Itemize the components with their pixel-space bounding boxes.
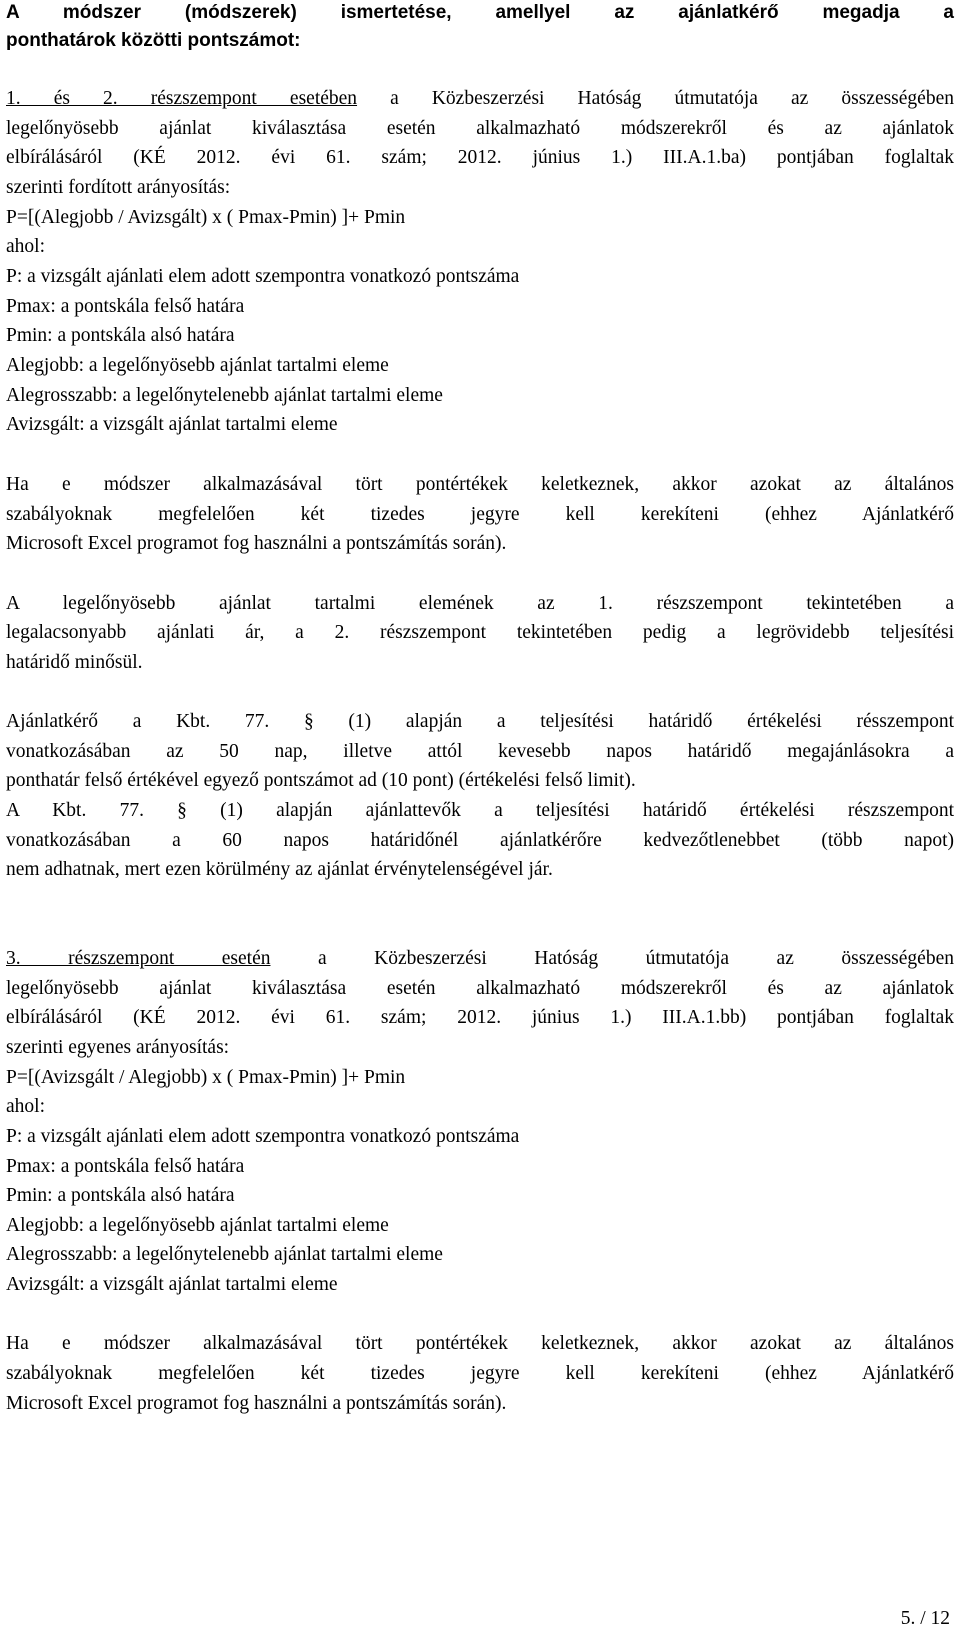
section3-intro-rest: a Közbeszerzési Hatóság útmutatója az összességében xyxy=(270,948,954,969)
section1-def-alegrosszabb: Alegrosszabb: a legelőnytelenebb ajánlat tartalmi eleme xyxy=(6,385,443,406)
page-number: 5. / 12 xyxy=(900,1608,950,1629)
section3-rounding-line-1: Ha e módszer alkalmazásával tört pontértékek keletkeznek, akkor azokat az általános xyxy=(6,1333,954,1354)
section3-rounding-line-3: Microsoft Excel programot fog használni a pontszámítás során). xyxy=(6,1393,507,1414)
section3-def-alegrosszabb: Alegrosszabb: a legelőnytelenebb ajánlat tartalmi eleme xyxy=(6,1244,443,1265)
section3-where: ahol: xyxy=(6,1096,45,1117)
section3-def-pmax: Pmax: a pontskála felső határa xyxy=(6,1156,245,1177)
best-line-3: határidő minősül. xyxy=(6,652,143,673)
best-line-2: legalacsonyabb ajánlati ár, a 2. részszempont tekintetében pedig a legrövidebb teljesítési xyxy=(6,622,954,643)
section1-def-pmin: Pmin: a pontskála alsó határa xyxy=(6,325,235,346)
section1-def-p: P: a vizsgált ajánlati elem adott szempontra vonatkozó pontszáma xyxy=(6,266,520,287)
kbt-line-2: vonatkozásában az 50 nap, illetve attól kevesebb napos határidő megajánlásokra a xyxy=(6,741,954,762)
section1-def-pmax: Pmax: a pontskála felső határa xyxy=(6,296,245,317)
section1-def-alegjobb: Alegjobb: a legelőnyösebb ajánlat tartalmi eleme xyxy=(6,355,389,376)
section3-rounding-line-2: szabályoknak megfelelően két tizedes jegyre kell kerekíteni (ehhez Ajánlatkérő xyxy=(6,1363,954,1384)
section1-line-3: szerinti fordított arányosítás: xyxy=(6,177,231,198)
section1-rounding-line-1: Ha e módszer alkalmazásával tört pontértékek keletkeznek, akkor azokat az általános xyxy=(6,474,954,495)
section1-def-avizsgalt: Avizsgált: a vizsgált ajánlat tartalmi eleme xyxy=(6,414,338,435)
section1-rounding-line-2: szabályoknak megfelelően két tizedes jegyre kell kerekíteni (ehhez Ajánlatkérő xyxy=(6,504,954,525)
section3-def-avizsgalt: Avizsgált: a vizsgált ajánlat tartalmi eleme xyxy=(6,1274,338,1295)
heading-line-2: ponthatárok közötti pontszámot: xyxy=(6,30,301,51)
section3-def-p: P: a vizsgált ajánlati elem adott szempontra vonatkozó pontszáma xyxy=(6,1126,520,1147)
heading-line-1: A módszer (módszerek) ismertetése, amellyel az ajánlatkérő megadja a xyxy=(6,2,954,23)
section3-formula: P=[(Avizsgált / Alegjobb) x ( Pmax-Pmin) ]+ Pmin xyxy=(6,1067,406,1088)
kbt-line-3: ponthatár felső értékével egyező pontszámot ad (10 pont) (értékelési felső limit). xyxy=(6,770,636,791)
kbt-line-4: A Kbt. 77. § (1) alapján ajánlattevők a teljesítési határidő értékelési részszempont xyxy=(6,800,954,821)
section1-formula: P=[(Alegjobb / Avizsgált) x ( Pmax-Pmin) ]+ Pmin xyxy=(6,207,406,228)
section1-intro-rest: a Közbeszerzési Hatóság útmutatója az összességében xyxy=(357,88,954,109)
section1-rounding-line-3: Microsoft Excel programot fog használni a pontszámítás során). xyxy=(6,533,507,554)
section3-line-2: elbírálásáról (KÉ 2012. évi 61. szám; 2012. június 1.) III.A.1.bb) pontjában foglaltak xyxy=(6,1007,954,1028)
section3-intro xyxy=(6,944,954,974)
section1-intro xyxy=(6,84,954,114)
section3-intro-underlined: 3. részszempont esetén xyxy=(6,948,271,969)
section1-line-1: legelőnyösebb ajánlat kiválasztása esetén alkalmazható módszerekről és az ajánlatok xyxy=(6,118,954,139)
kbt-line-5: vonatkozásában a 60 napos határidőnél ajánlatkérőre kedvezőtlenebbet (több napot) xyxy=(6,830,954,851)
section1-line-2: elbírálásáról (KÉ 2012. évi 61. szám; 2012. június 1.) III.A.1.ba) pontjában foglaltak xyxy=(6,147,954,168)
section3-def-pmin: Pmin: a pontskála alsó határa xyxy=(6,1185,235,1206)
section3-line-3: szerinti egyenes arányosítás: xyxy=(6,1037,230,1058)
section1-where: ahol: xyxy=(6,236,45,257)
section1-intro-underlined: 1. és 2. részszempont esetében xyxy=(6,88,358,109)
kbt-line-1: Ajánlatkérő a Kbt. 77. § (1) alapján a teljesítési határidő értékelési résszempont xyxy=(6,711,954,732)
best-line-1: A legelőnyösebb ajánlat tartalmi elemének az 1. részszempont tekintetében a xyxy=(6,593,954,614)
section3-def-alegjobb: Alegjobb: a legelőnyösebb ajánlat tartalmi eleme xyxy=(6,1215,389,1236)
section3-line-1: legelőnyösebb ajánlat kiválasztása esetén alkalmazható módszerekről és az ajánlatok xyxy=(6,978,954,999)
kbt-line-6: nem adhatnak, mert ezen körülmény az ajánlat érvénytelenségével jár. xyxy=(6,859,553,880)
